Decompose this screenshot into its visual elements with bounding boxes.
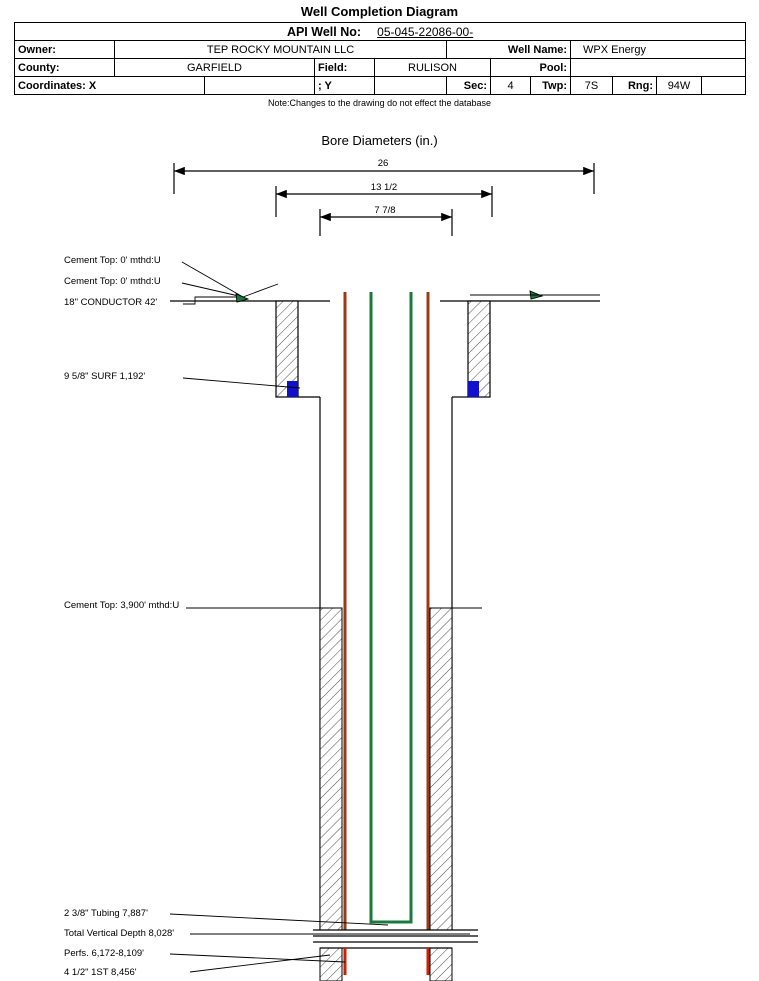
rng-value: 94W: [657, 77, 702, 95]
dim-label-13-1-2: 13 1/2: [356, 182, 412, 193]
dim-label-26: 26: [350, 158, 416, 169]
api-label: API Well No:: [286, 24, 362, 39]
owner-label: Owner:: [15, 41, 115, 59]
api-value: 05-045-22086-00-: [377, 24, 474, 39]
perforations: [345, 948, 428, 975]
dimension-lines: [174, 163, 594, 236]
annotation-tubing: 2 3/8" Tubing 7,887': [64, 908, 148, 919]
wellname-value: WPX Energy: [571, 41, 746, 59]
annotation-perfs: Perfs. 6,172-8,109': [64, 948, 144, 959]
bottom-hole-section: [320, 948, 452, 981]
production-casing-strings: [345, 292, 428, 930]
cement-plug-surface: [287, 381, 479, 397]
conductor-casing: [276, 301, 490, 397]
coordinates-label: Coordinates: X: [15, 77, 205, 95]
field-label: Field:: [315, 59, 375, 77]
county-label: County:: [15, 59, 115, 77]
cement-column: [320, 608, 452, 930]
annotation-cement-top-3900: Cement Top: 3,900' mthd:U: [64, 600, 180, 611]
county-value: GARFIELD: [115, 59, 315, 77]
bore-diameters-title: Bore Diameters (in.): [321, 133, 438, 148]
page-title: Well Completion Diagram: [300, 4, 459, 19]
leader-lines: [170, 262, 600, 972]
dim-label-7-7-8: 7 7/8: [360, 205, 410, 216]
database-note: Note:Changes to the drawing do not effect the database: [268, 98, 491, 108]
pool-label: Pool:: [491, 59, 571, 77]
tubing-string: [371, 292, 411, 922]
wellname-label: Well Name:: [447, 41, 571, 59]
twp-label: Twp:: [531, 77, 571, 95]
field-value: RULISON: [375, 59, 491, 77]
sec-label: Sec:: [447, 77, 491, 95]
owner-value: TEP ROCKY MOUNTAIN LLC: [115, 41, 447, 59]
rng-label: Rng:: [613, 77, 657, 95]
sec-value: 4: [491, 77, 531, 95]
annotation-cement-top-0-b: Cement Top: 0' mthd:U: [64, 276, 161, 287]
annotation-production-casing: 4 1/2" 1ST 8,456': [64, 967, 137, 978]
depth-marker-lines: [313, 930, 478, 942]
annotation-surface-casing: 9 5/8" SURF 1,192': [64, 371, 146, 382]
twp-value: 7S: [571, 77, 613, 95]
annotation-total-vertical-depth: Total Vertical Depth 8,028': [64, 928, 175, 939]
annotation-cement-top-0-a: Cement Top: 0' mthd:U: [64, 255, 161, 266]
coordinates-y-label: ; Y: [315, 77, 375, 95]
annotation-conductor: 18" CONDUCTOR 42': [64, 297, 158, 308]
